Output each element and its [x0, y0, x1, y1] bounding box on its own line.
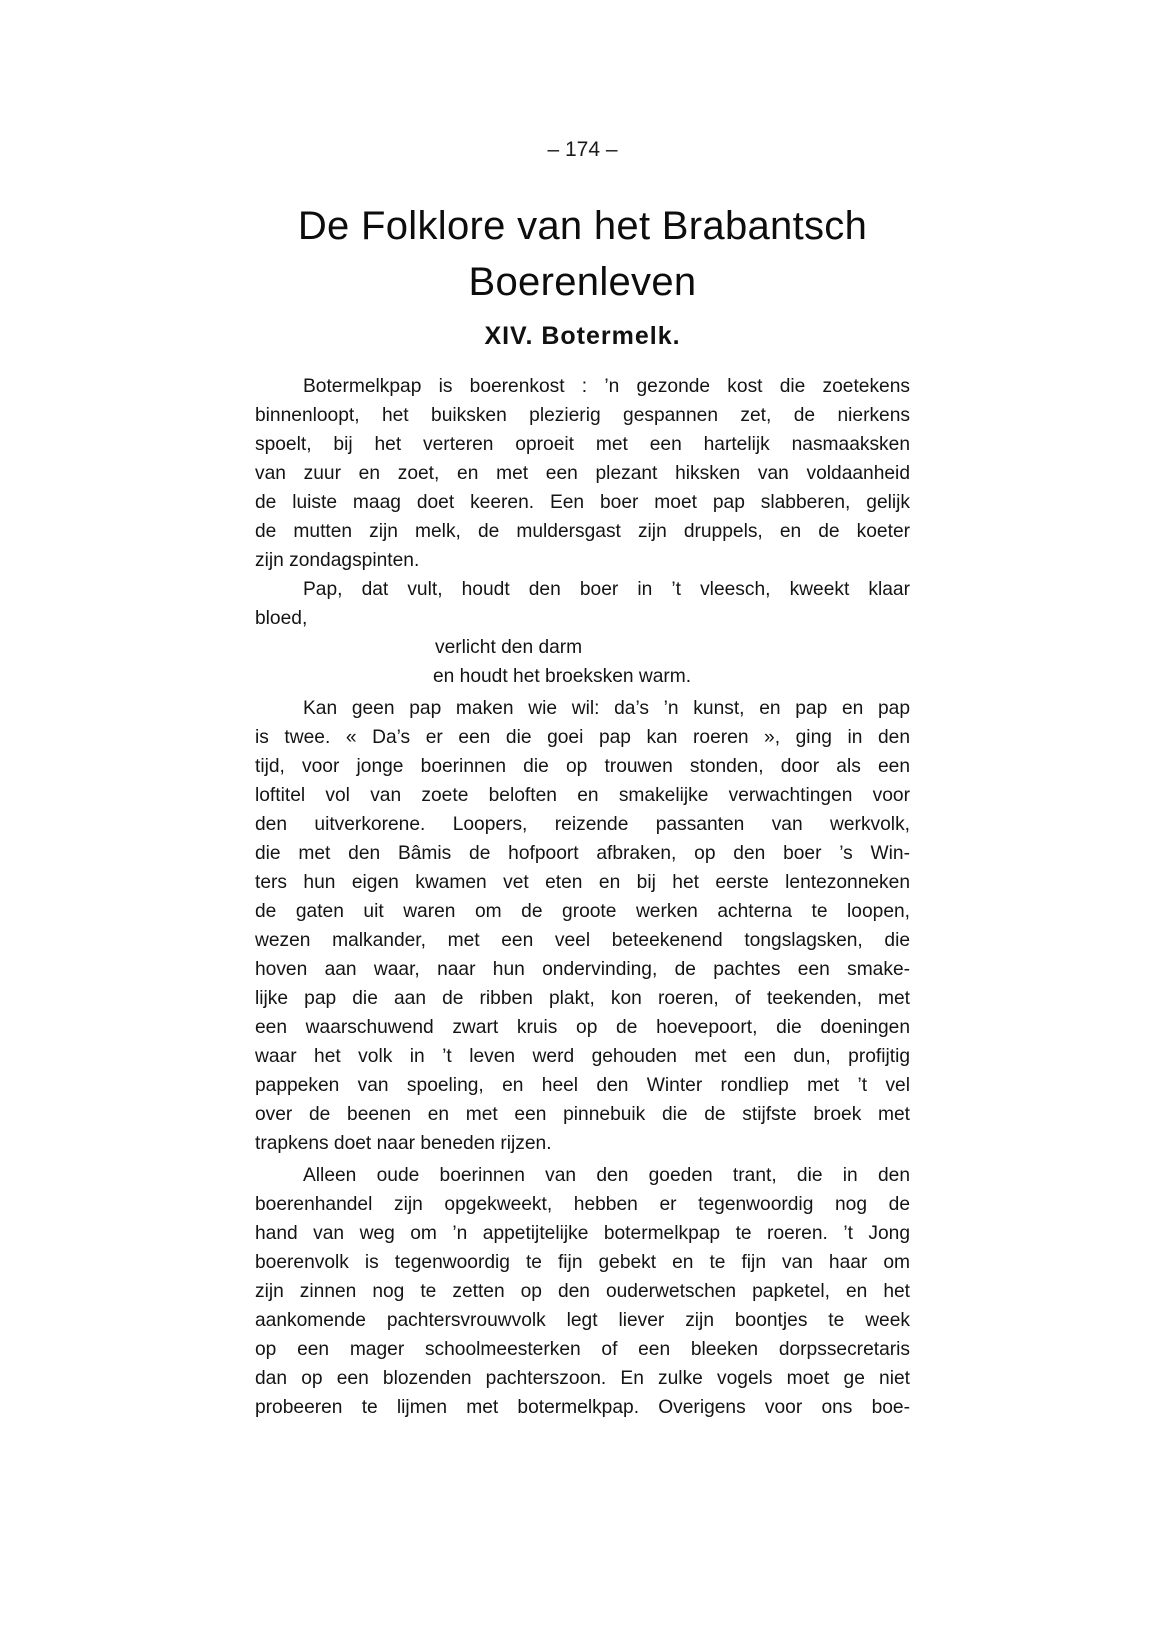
text-line: tijd, voor jonge boerinnen die op trouwen stonden, door als een: [255, 756, 910, 777]
text-line: spoelt, bij het verteren oproeit met een hartelijk nasmaaksken: [255, 434, 910, 455]
paragraph: [255, 372, 910, 575]
text-line: over de beenen en met een pinnebuik die de stijfste broek met: [255, 1104, 910, 1125]
text-line: Alleen oude boerinnen van den goeden trant, die in den: [303, 1165, 910, 1186]
text-line: den uitverkorene. Loopers, reizende passanten van werkvolk,: [255, 814, 910, 835]
text-line: boerenhandel zijn opgekweekt, hebben er tegenwoordig nog de: [255, 1194, 910, 1215]
text-line: lijke pap die aan de ribben plakt, kon roeren, of teekenden, met: [255, 988, 910, 1009]
text-line: hoven aan waar, naar hun ondervinding, de pachtes een smake-: [255, 959, 910, 980]
title-line-1: De Folklore van het Brabantsch: [297, 204, 868, 248]
paragraph: [255, 694, 910, 1158]
page-number: – 174 –: [547, 138, 618, 161]
text-line: zijn zinnen nog te zetten op den ouderwetschen papketel, en het: [255, 1281, 910, 1302]
text-line: van zuur en zoet, en met een plezant hiksken van voldaanheid: [255, 463, 910, 484]
text-line: wezen malkander, met een veel beteekenend tongslagsken, die: [255, 930, 910, 951]
text-line: die met den Bâmis de hofpoort afbraken, op den boer ’s Win-: [255, 843, 910, 864]
text-line: ters hun eigen kwamen vet eten en bij het eerste lentezonneken: [255, 872, 910, 893]
text-line: bloed,: [255, 608, 308, 629]
text-line: is twee. « Da’s er een die goei pap kan roeren », ging in den: [255, 727, 910, 748]
text-line: dan op een blozenden pachterszoon. En zulke vogels moet ge niet: [255, 1368, 910, 1389]
verse-line: verlicht den darm: [435, 637, 583, 658]
verse-line: en houdt het broeksken warm.: [433, 666, 692, 687]
text-line: de gaten uit waren om de groote werken achterna te loopen,: [255, 901, 910, 922]
text-line: pappeken van spoeling, en heel den Winter rondliep met ’t vel: [255, 1075, 910, 1096]
paragraph: [255, 1161, 910, 1422]
section-heading: XIV. Botermelk.: [484, 322, 681, 350]
text-line: hand van weg om ’n appetijtelijke botermelkpap te roeren. ’t Jong: [255, 1223, 910, 1244]
paragraph: [255, 575, 910, 691]
text-line: de mutten zijn melk, de muldersgast zijn druppels, en de koeter: [255, 521, 910, 542]
text-line: waar het volk in ’t leven werd gehouden met een dun, profijtig: [255, 1046, 910, 1067]
text-line: Botermelkpap is boerenkost : ’n gezonde kost die zoetekens: [303, 376, 910, 397]
text-line: loftitel vol van zoete beloften en smakelijke verwachtingen voor: [255, 785, 910, 806]
text-line: aankomende pachtersvrouwvolk legt liever zijn boontjes te week: [255, 1310, 910, 1331]
text-line: Pap, dat vult, houdt den boer in ’t vleesch, kweekt klaar: [303, 579, 910, 600]
article-title: [0, 198, 1165, 310]
text-line: Kan geen pap maken wie wil: da’s ’n kunst, en pap en pap: [303, 698, 910, 719]
text-line: zijn zondagspinten.: [255, 550, 420, 571]
text-line: een waarschuwend zwart kruis op de hoevepoort, die doeningen: [255, 1017, 910, 1038]
text-line: de luiste maag doet keeren. Een boer moet pap slabberen, gelijk: [255, 492, 910, 513]
text-line: boerenvolk is tegenwoordig te fijn gebekt en te fijn van haar om: [255, 1252, 910, 1273]
text-line: op een mager schoolmeesterken of een bleeken dorpssecretaris: [255, 1339, 910, 1360]
title-line-2: Boerenleven: [468, 260, 697, 304]
body-text: [255, 372, 910, 1422]
text-line: trapkens doet naar beneden rijzen.: [255, 1133, 552, 1154]
text-line: probeeren te lijmen met botermelkpap. Overigens voor ons boe-: [255, 1397, 910, 1418]
text-line: binnenloopt, het buiksken plezierig gespannen zet, de nierkens: [255, 405, 910, 426]
